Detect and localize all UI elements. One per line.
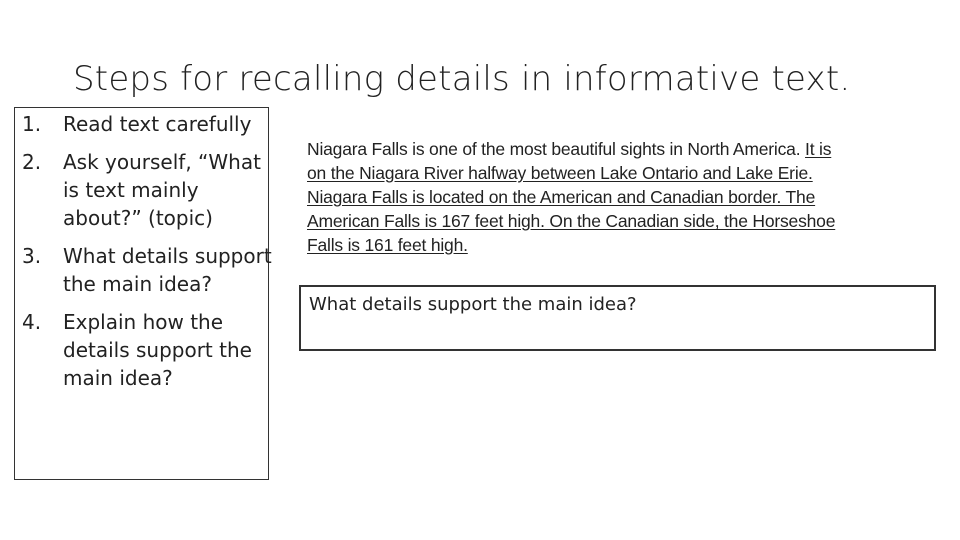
step-text: Ask yourself, “What is text mainly about?” (topic) bbox=[63, 150, 261, 230]
step-text: Explain how the details support the main idea? bbox=[63, 310, 252, 390]
step-text: Read text carefully bbox=[63, 112, 252, 136]
passage-main-idea: Niagara Falls is one of the most beautiful sights in North America. bbox=[307, 139, 806, 159]
niagara-passage bbox=[307, 137, 837, 257]
steps-list bbox=[22, 110, 272, 392]
step-number: 4. bbox=[22, 310, 42, 334]
question-prompt: What details support the main idea? bbox=[309, 294, 637, 315]
step-item bbox=[22, 110, 272, 138]
slide-title: Steps for recalling details in informative text. bbox=[73, 59, 851, 99]
step-number: 1. bbox=[22, 112, 42, 136]
passage-details-underlined: It is on the Niagara River halfway between Lake Ontario and Lake Erie. Niagara Falls is located on the American and Canadian border. The American Falls is 167 feet high. On the Canadian side, the Horseshoe Falls is 161 feet high. bbox=[307, 139, 836, 255]
step-item bbox=[22, 148, 272, 232]
step-number: 3. bbox=[22, 244, 42, 268]
answer-box[interactable] bbox=[299, 285, 936, 351]
step-item bbox=[22, 242, 272, 298]
step-text: What details support the main idea? bbox=[63, 244, 272, 296]
step-item bbox=[22, 308, 272, 392]
step-number: 2. bbox=[22, 150, 42, 174]
